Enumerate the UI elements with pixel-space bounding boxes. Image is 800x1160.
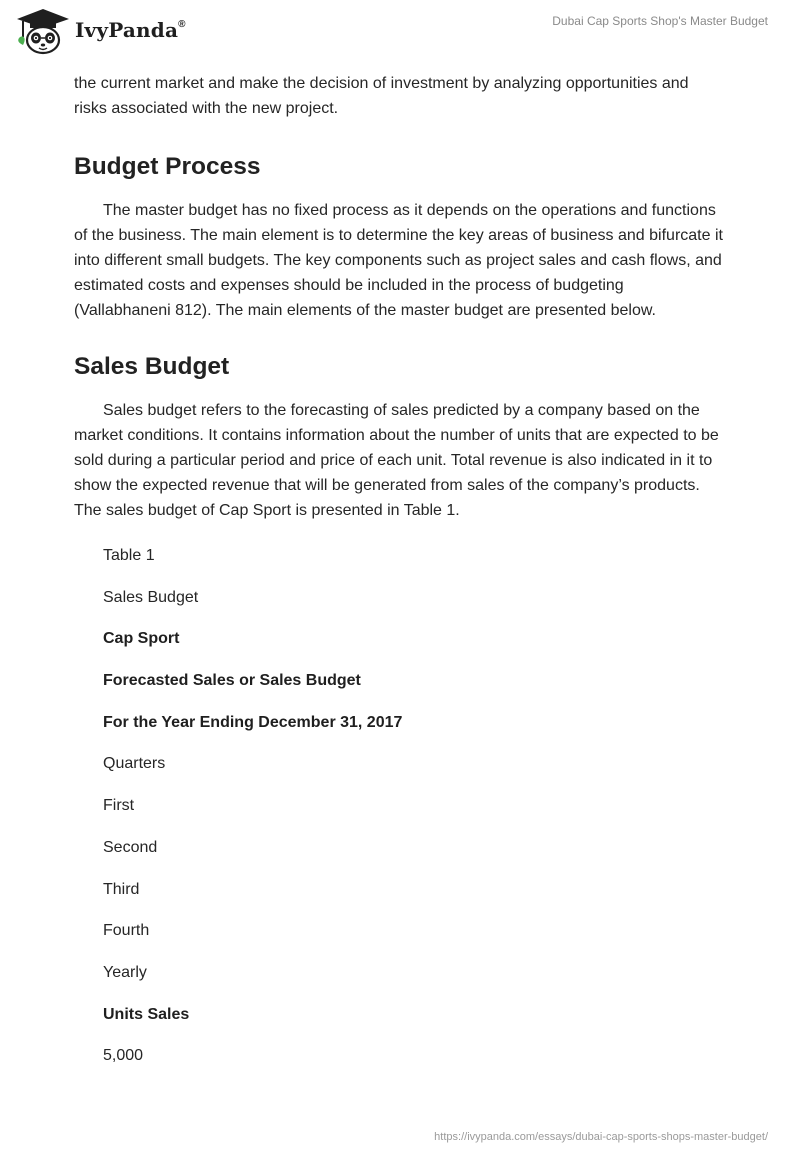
table-caption: Sales Budget	[103, 588, 199, 606]
table-period: For the Year Ending December 31, 2017	[103, 713, 403, 731]
paragraph-budget-process: The master budget has no fixed process as it depends on the operations and functions of the business. The main element is to determine the key areas of business and bifurcate it into different small budgets. The key components such as project sales and cash flows, and estimated costs and expenses should be included in the process of budgeting (Vallabhaneni 812). The main elements of the master budget are presented below.	[74, 202, 723, 319]
table-column-fourth: Fourth	[103, 922, 150, 940]
brand-name: IvyPanda®	[75, 18, 186, 42]
panda-graduate-icon	[15, 7, 71, 57]
paragraph-sales-budget: Sales budget refers to the forecasting of sales predicted by a company based on the market conditions. It contains information about the number of units that are expected to be sold during a particular period and price of each unit. Total revenue is also indicated in it to show the expected revenue that will be generated from sales of the company’s products. The sales budget of Cap Sport is presented in Table 1.	[74, 402, 719, 519]
source-url-link[interactable]: https://ivypanda.com/essays/dubai-cap-sports-shops-master-budget/	[434, 1131, 768, 1143]
ivypanda-logo[interactable]	[15, 7, 195, 57]
table-row-label: Units Sales	[103, 1005, 190, 1023]
table-number: Table 1	[103, 547, 155, 564]
table-column-second: Second	[103, 838, 158, 856]
document-title: Dubai Cap Sports Shop's Master Budget	[552, 14, 768, 28]
sales-budget-table	[74, 543, 724, 1068]
intro-continuation: the current market and make the decision of investment by analyzing opportunities and risks associated with the new project.	[74, 75, 689, 117]
table-column-third: Third	[103, 880, 140, 898]
table-column-first: First	[103, 797, 135, 815]
table-subtitle: Forecasted Sales or Sales Budget	[103, 672, 361, 690]
heading-sales-budget: Sales Budget	[74, 353, 230, 380]
table-company: Cap Sport	[103, 630, 180, 648]
table-column-yearly: Yearly	[103, 963, 147, 981]
essay-content	[74, 71, 724, 1085]
page-header	[0, 0, 800, 64]
table-cell-value: 5,000	[103, 1047, 144, 1065]
table-column-header: Quarters	[103, 755, 166, 773]
heading-budget-process: Budget Process	[74, 153, 261, 180]
